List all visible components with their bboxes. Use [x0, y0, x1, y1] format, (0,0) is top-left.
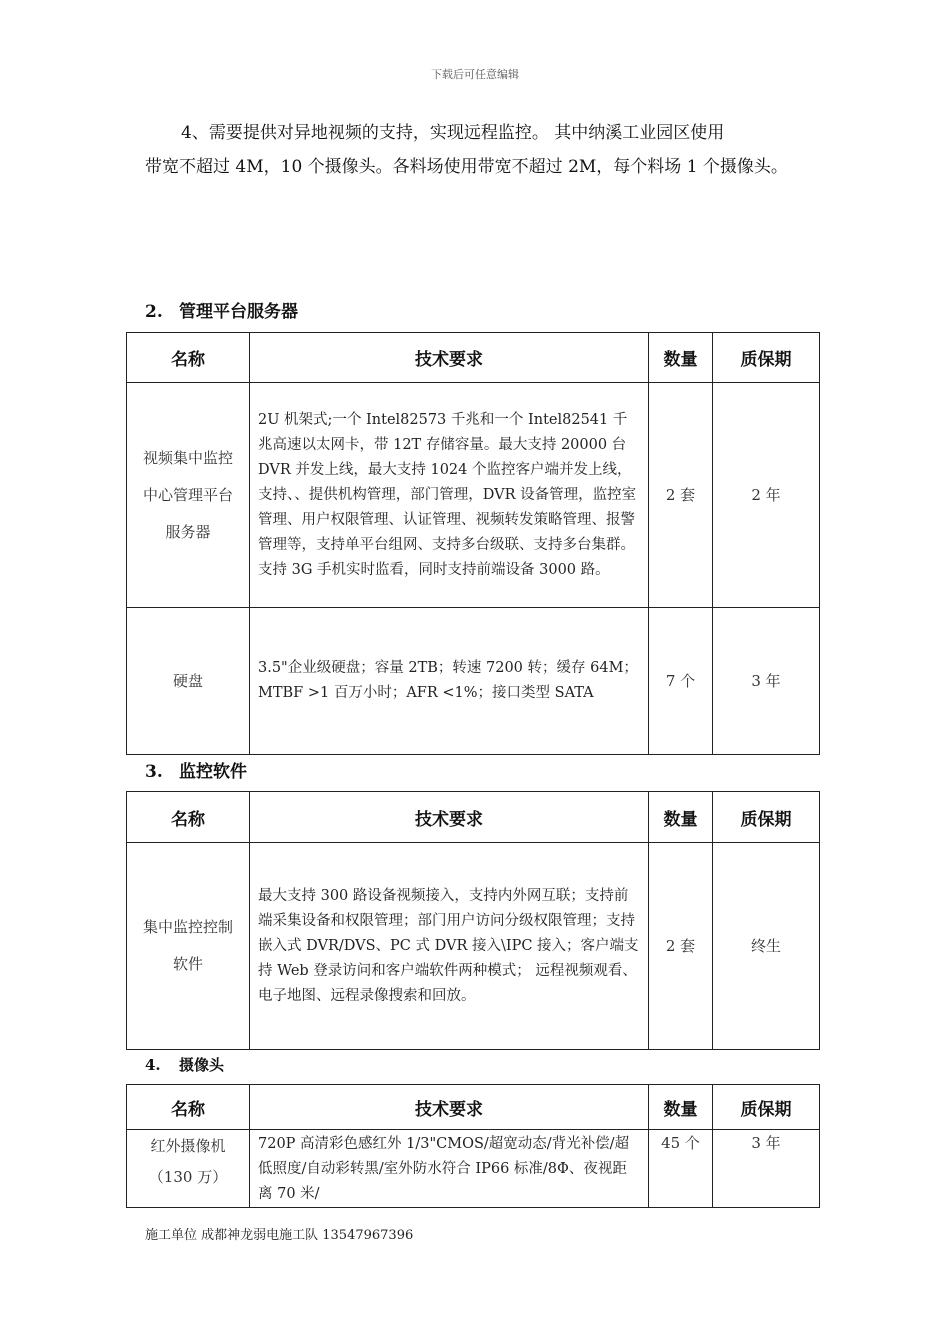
server-table: [126, 332, 820, 755]
section-title: 监控软件: [179, 762, 247, 782]
header-note: 下载后可任意编辑: [431, 68, 519, 81]
paragraph-line-1: 4、需要提供对异地视频的支持，实现远程监控。 其中纳溪工业园区使用: [181, 123, 725, 143]
table-row: [127, 608, 820, 755]
item-name-line: 硬盘: [172, 671, 203, 690]
footer-contractor: 施工单位 成都神龙弱电施工队 13547967396: [145, 1228, 414, 1243]
software-table: [126, 791, 820, 1050]
item-spec: 3.5"企业级硬盘；容量 2TB；转速 7200 转；缓存 64M；MTBF >1 百万小时；AFR <1%；接口类型 SATA: [250, 608, 649, 755]
item-name-line: （130 万）: [148, 1168, 228, 1186]
item-name-line: 红外摄像机: [150, 1137, 226, 1155]
table-header-row: [127, 1085, 820, 1130]
header-name: 名称: [127, 792, 250, 843]
item-name: [127, 843, 250, 1050]
header-qty: 数量: [649, 333, 713, 383]
header-warranty: 质保期: [713, 792, 820, 843]
item-name: [127, 608, 250, 755]
item-warranty: 终生: [713, 843, 820, 1050]
paragraph-line-2: 带宽不超过 4M，10 个摄像头。各料场使用带宽不超过 2M，每个料场 1 个摄像头。: [145, 157, 788, 177]
header-name: 名称: [127, 1085, 250, 1130]
item-warranty: 3 年: [713, 608, 820, 755]
camera-table: [126, 1084, 820, 1208]
header-spec: 技术要求: [250, 792, 649, 843]
header-warranty: 质保期: [713, 333, 820, 383]
item-name: [127, 383, 250, 608]
item-name-line: 软件: [172, 955, 203, 973]
section-number: 2.: [145, 302, 163, 322]
table-row: [127, 843, 820, 1050]
table-row: [127, 1130, 820, 1208]
header-spec: 技术要求: [250, 1085, 649, 1130]
section-title: 管理平台服务器: [179, 302, 298, 322]
item-spec: 最大支持 300 路设备视频接入，支持内外网互联；支持前端采集设备和权限管理；部门用户访问分级权限管理；支持嵌入式 DVR/DVS、PC 式 DVR 接入\IPC 接入；客户端支持 Web 登录访问和客户端软件两种模式； 远程视频观看、电子地图、远程录像搜索和回放。: [250, 843, 649, 1050]
header-qty: 数量: [649, 1085, 713, 1130]
table-header-row: [127, 333, 820, 383]
item-spec: 2U 机架式;一个 Intel82573 千兆和一个 Intel82541 千兆高速以太网卡，带 12T 存储容量。最大支持 20000 台 DVR 并发上线，最大支持 1024 个监控客户端并发上线，支持、、提供机构管理，部门管理，DVR 设备管理，监控室管理、用户权限管理、认证管理、视频转发策略管理、报警管理等，支持单平台组网、支持多台级联、支持多台集群。支持 3G 手机实时监看，同时支持前端设备 3000 路。: [250, 383, 649, 608]
header-qty: 数量: [649, 792, 713, 843]
item-qty: 7 个: [649, 608, 713, 755]
section-number: 3.: [145, 762, 163, 782]
section-number: 4.: [145, 1056, 161, 1074]
item-spec: 720P 高清彩色感红外 1/3"CMOS/超宽动态/背光补偿/超低照度/自动彩转黑/室外防水符合 IP66 标准/8Φ、夜视距离 70 米/: [250, 1130, 649, 1208]
table-row: [127, 383, 820, 608]
section-heading-server: [145, 297, 298, 322]
header-spec: 技术要求: [250, 333, 649, 383]
item-name-line: 中心管理平台: [142, 485, 233, 504]
section-heading-camera: [145, 1054, 224, 1075]
section-title: 摄像头: [179, 1056, 225, 1074]
header-name: 名称: [127, 333, 250, 383]
item-warranty: 2 年: [713, 383, 820, 608]
item-name-line: 视频集中监控: [142, 448, 233, 467]
header-warranty: 质保期: [713, 1085, 820, 1130]
item-name-line: 服务器: [165, 522, 211, 541]
item-name: [127, 1130, 250, 1208]
item-qty: 2 套: [649, 843, 713, 1050]
item-qty: 2 套: [649, 383, 713, 608]
item-qty: 45 个: [649, 1130, 713, 1208]
table-header-row: [127, 792, 820, 843]
item-name-line: 集中监控控制: [142, 918, 233, 936]
section-heading-software: [145, 757, 247, 782]
item-warranty: 3 年: [713, 1130, 820, 1208]
intro-paragraph: [145, 116, 835, 184]
